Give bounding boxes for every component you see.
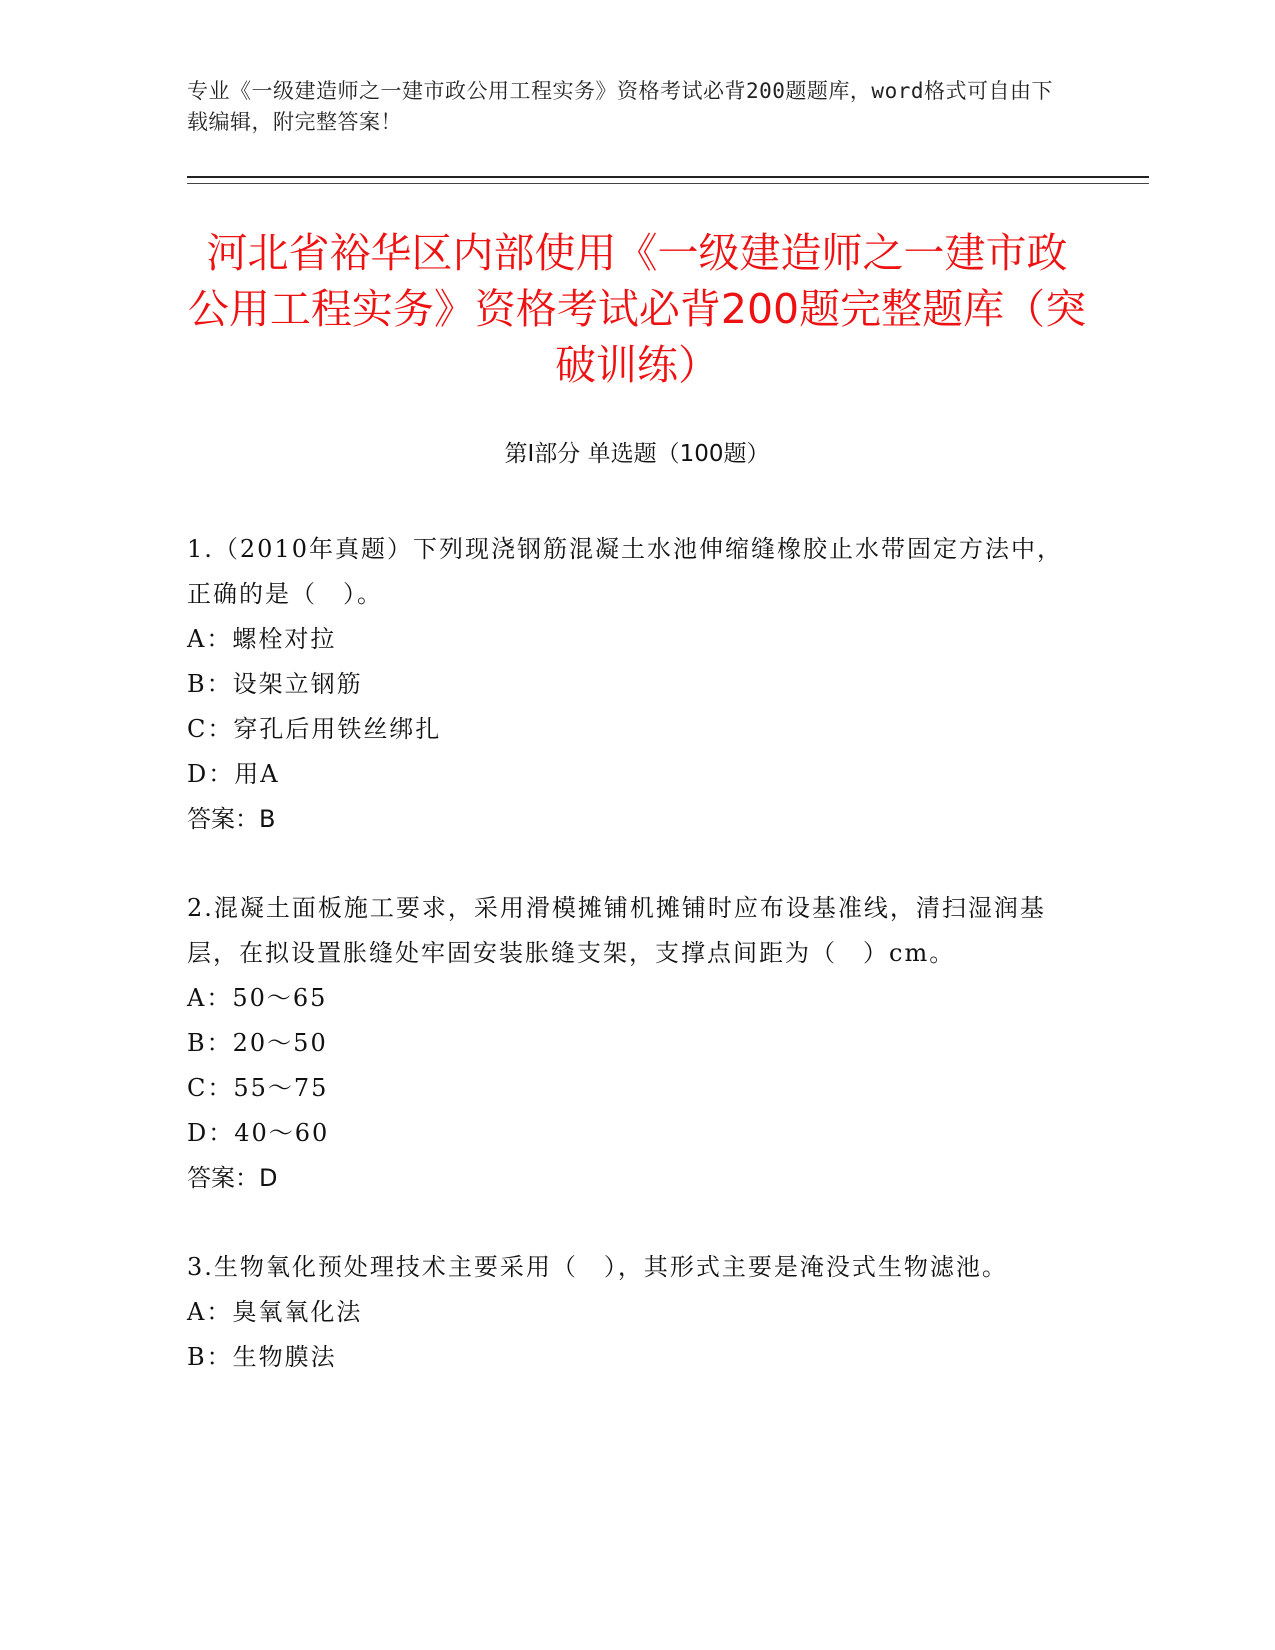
option-d: D：用A [187,760,280,788]
option-a: A：50～65 [187,984,328,1012]
option-b: B：20～50 [187,1029,328,1057]
question-item [187,527,1067,842]
header-divider-thin [187,183,1149,184]
option-d: D：40～60 [187,1119,330,1147]
section-heading: 第Ⅰ部分 单选题（100题） [504,441,770,467]
header-divider-thick [187,176,1149,178]
question-stem: 1.（2010年真题）下列现浇钢筋混凝土水池伸缩缝橡胶止水带固定方法中，正确的是（ ）。 [187,535,1063,608]
question-stem: 3.生物氧化预处理技术主要采用（ ），其形式主要是淹没式生物滤池。 [187,1253,1008,1281]
option-a: A：臭氧氧化法 [187,1298,363,1326]
question-item [187,886,1067,1201]
option-c: C：55～75 [187,1074,329,1102]
question-list [187,527,1067,1424]
question-stem: 2.混凝土面板施工要求，采用滑模摊铺机摊铺时应布设基准线，清扫湿润基层，在拟设置胀缝处牢固安装胀缝支架，支撑点间距为（ ）cm。 [187,894,1046,967]
option-b: B：生物膜法 [187,1343,337,1371]
option-c: C：穿孔后用铁丝绑扎 [187,715,442,743]
header-note: 专业《一级建造师之一建市政公用工程实务》资格考试必背200题题库，word格式可自由下载编辑，附完整答案！ [187,79,1053,134]
answer-line: 答案：B [187,805,276,833]
question-item [187,1245,1067,1380]
option-a: A：螺栓对拉 [187,625,337,653]
document-title: 河北省裕华区内部使用《一级建造师之一建市政公用工程实务》资格考试必背200题完整题库（突破训练） [187,229,1087,389]
answer-line: 答案：D [187,1164,278,1192]
option-b: B：设架立钢筋 [187,670,363,698]
